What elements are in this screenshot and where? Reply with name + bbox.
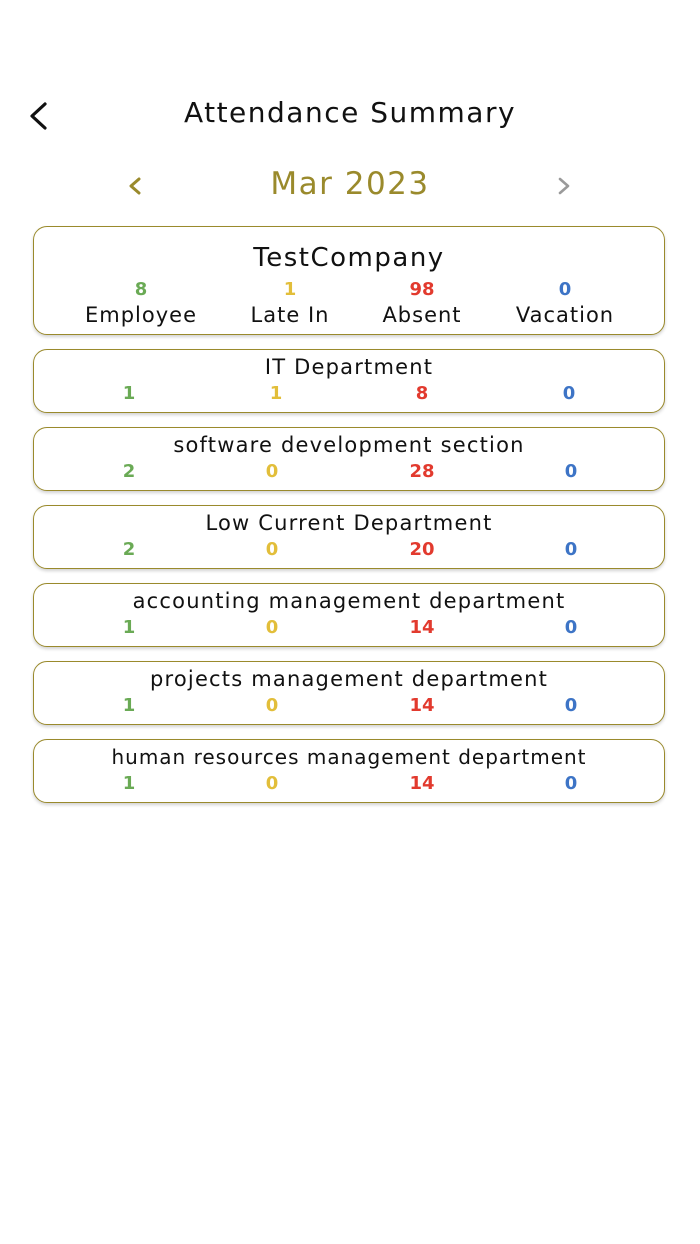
late-in-count: 0 — [265, 461, 279, 482]
absent-count: 28 — [409, 461, 435, 482]
employee-count: 1 — [122, 773, 136, 794]
department-card[interactable] — [33, 427, 665, 491]
late-in-count: 0 — [265, 539, 279, 560]
department-card[interactable] — [33, 661, 665, 725]
chevron-right-icon — [555, 176, 573, 200]
late-in-count: 0 — [265, 695, 279, 716]
late-in-count: 1 — [269, 383, 283, 404]
next-month-button[interactable] — [546, 170, 582, 206]
absent-count: 8 — [415, 383, 429, 404]
vacation-count: 0 — [564, 617, 578, 638]
month-navigator — [0, 164, 700, 210]
department-card[interactable] — [33, 505, 665, 569]
department-name: Low Current Department — [205, 511, 493, 535]
employee-count: 1 — [122, 695, 136, 716]
employee-count: 1 — [122, 617, 136, 638]
department-name: software development section — [173, 433, 525, 457]
department-name: IT Department — [264, 355, 434, 379]
department-card[interactable] — [33, 583, 665, 647]
header — [0, 90, 700, 144]
department-card[interactable] — [33, 739, 665, 803]
vacation-count: 0 — [558, 279, 572, 300]
absent-count: 98 — [409, 279, 435, 300]
page-title: Attendance Summary — [183, 96, 517, 129]
month-label: Mar 2023 — [270, 166, 430, 202]
department-card[interactable] — [33, 349, 665, 413]
absent-count: 14 — [409, 773, 435, 794]
late-in-label: Late In — [250, 303, 330, 327]
late-in-count: 0 — [265, 617, 279, 638]
vacation-label: Vacation — [515, 303, 615, 327]
employee-count: 1 — [122, 383, 136, 404]
late-in-count: 0 — [265, 773, 279, 794]
absent-count: 20 — [409, 539, 435, 560]
vacation-count: 0 — [564, 539, 578, 560]
vacation-count: 0 — [564, 461, 578, 482]
absent-count: 14 — [409, 695, 435, 716]
department-name: projects management department — [149, 667, 549, 691]
company-name: TestCompany — [253, 243, 445, 273]
vacation-count: 0 — [564, 695, 578, 716]
vacation-count: 0 — [562, 383, 576, 404]
department-name: human resources management department — [111, 745, 587, 769]
employee-label: Employee — [84, 303, 198, 327]
absent-count: 14 — [409, 617, 435, 638]
absent-label: Absent — [382, 303, 462, 327]
late-in-count: 1 — [283, 279, 297, 300]
employee-count: 8 — [134, 279, 148, 300]
vacation-count: 0 — [564, 773, 578, 794]
department-name: accounting management department — [132, 589, 566, 613]
company-summary-card[interactable] — [33, 226, 665, 335]
employee-count: 2 — [122, 539, 136, 560]
employee-count: 2 — [122, 461, 136, 482]
